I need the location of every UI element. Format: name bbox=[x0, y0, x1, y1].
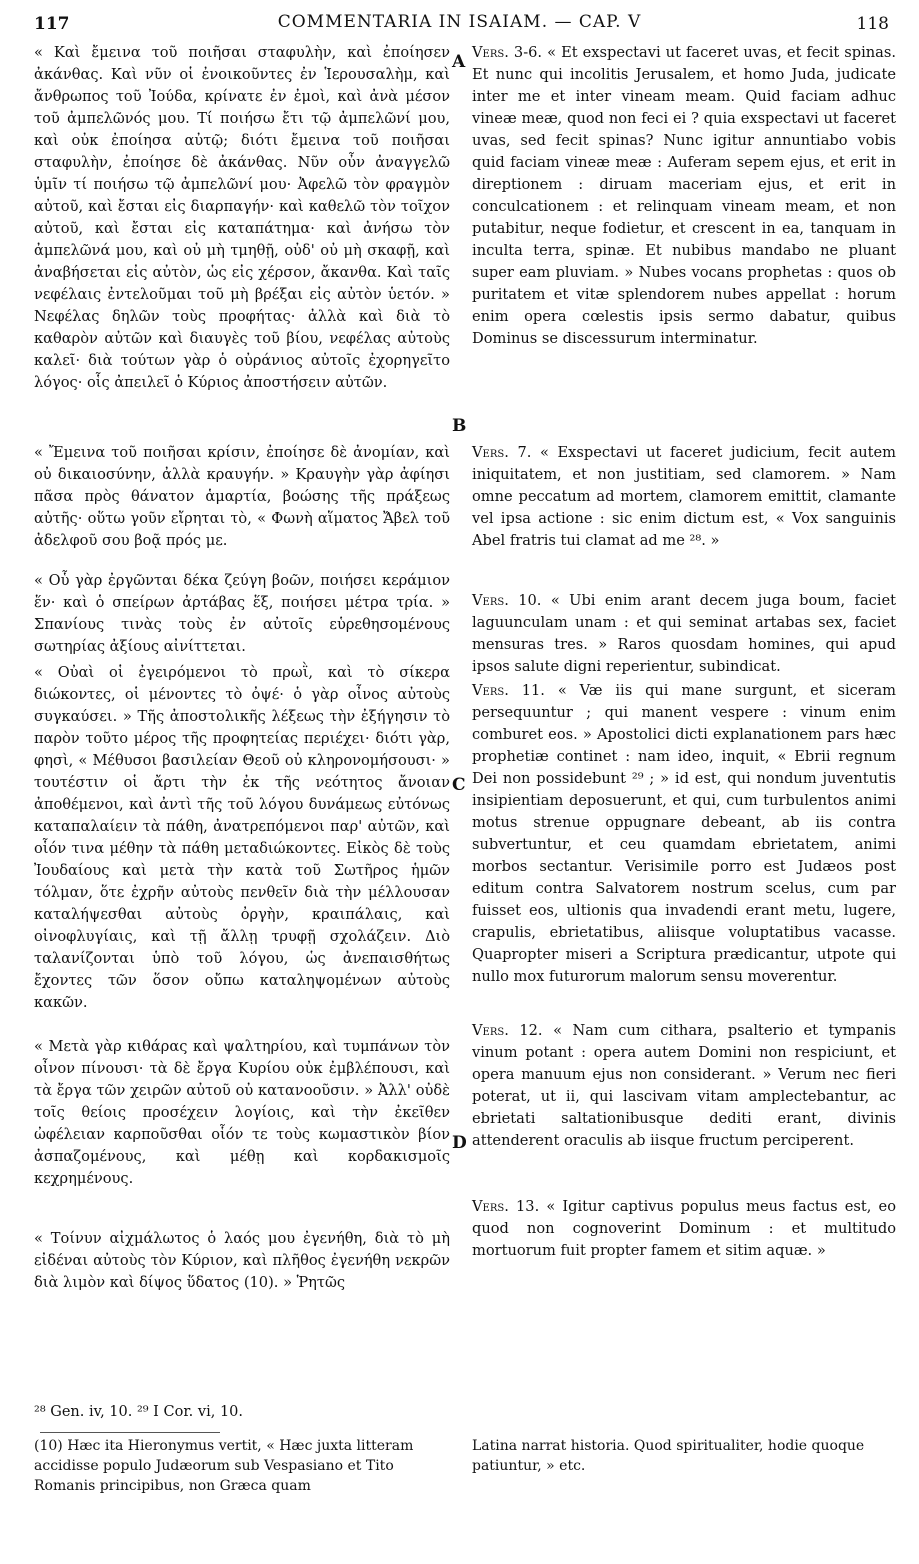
latin-text: « Exspectavi ut faceret judicium, fecit autem iniquitatem, et non justitiam, sed clamorem. » Nam omne peccatum ad mortem, clamorem emittit, clamante vel ipsa actione : sic enim dictum est, « Vox sanguinis Abel fratris tui clamat ad me ²⁸. » bbox=[472, 444, 897, 549]
verse-label: Vers. 10. bbox=[472, 592, 542, 609]
greek-column bbox=[34, 42, 450, 1294]
latin-text: « Ubi enim arant decem juga boum, faciet laguunculam unam : et qui seminat artabas sex, faciet mensuras tres. » Raros quosdam homines, qui apud ipsos salute digni reperientur, subindicat. bbox=[472, 592, 896, 675]
latin-text: « Et exspectavi ut faceret uvas, et fecit spinas. Et nunc qui incolitis Jerusalem, et homo Juda, judicate inter me et inter vineam meam. Quid faciam adhuc vineæ meæ, quod non feci ei ? quia exspectavi ut faceret uvas, sed fecit spinas? Nunc igitur annuntiabo vobis quid faciam vineæ meæ : Auferam sepem ejus, et erit in direptionem : diruam maceriam ejus, et erit in conculcationem : et relinquam vineam meam, et non putabitur, neque fodietur, et crescent in ea, tanquam in inculta terra, spinæ. Et nubibus mandabo ne pluant super eam pluviam. » Nubes vocans prophetas : quos ob puritatem et vitæ splendorem nubes appellat : horum enim opera cœlestis ipsis sermo dabatur, quibus Dominus se discessurum interminatur. bbox=[472, 44, 896, 347]
verse-label: Vers. 13. bbox=[472, 1198, 540, 1215]
latin-paragraph bbox=[472, 1020, 896, 1196]
verse-label: Vers. 7. bbox=[472, 444, 532, 461]
page-number-right: 118 bbox=[856, 14, 889, 34]
latin-paragraph bbox=[472, 680, 896, 1020]
greek-paragraph: « Οὐαὶ οἱ ἐγειρόμενοι τὸ πρωῒ, καὶ τὸ σίκερα διώκοντες, οἱ μένοντες τὸ ὀψέ· ὁ γὰρ οἶνος αὐτοὺς συγκαύσει. » Τῆς ἀποστολικῆς λέξεως τὴν ἐξήγησιν τὸ παρὸν τοῦτο μέρος τῆς προφητείας περιέχει· διότι γὰρ, φησὶ, « Μέθυσοι βασιλείαν Θεοῦ οὐ κληρονομήσουσι· » τουτέστιν οἱ ἄρτι τὴν ἐκ τῆς νεότητος ἄνοιαν ἀποθέμενοι, καὶ ἀντὶ τῆς τοῦ λόγου δυνάμεως εὐτόνως καταπαλαίειν τὰ πάθη, ἀνατρεπόμενοι παρ' αὐτῶν, καὶ οἷόν τινα μέθην τὰ πάθη μεταδιώκοντες. Εἰκὸς δὲ τοὺς Ἰουδαίους καὶ μετὰ τὴν κατὰ τοῦ Σωτῆρος ἡμῶν τόλμαν, ὅτε ἐχρῆν αὐτοὺς πενθεῖν διὰ τὴν μέλλουσαν καταλήψεσθαι αὐτοὺς ὀργὴν, κραιπάλαις, καὶ οἰνοφλυγίαις, καὶ τῇ ἄλλῃ τρυφῇ σχολάζειν. Διὸ ταλανίζονται ὑπὸ τοῦ λόγου, ὡς ἀνεπαισθήτως ἔχοντες τῶν ὅσον οὔπω καταληψομένων αὐτοὺς κακῶν. bbox=[34, 664, 450, 1011]
footnote-references: ²⁸ Gen. iv, 10. ²⁹ I Cor. vi, 10. bbox=[34, 1404, 244, 1420]
footnote-rule bbox=[40, 1432, 220, 1433]
running-title: COMMENTARIA IN ISAIAM. — CAP. V bbox=[277, 12, 642, 32]
latin-column bbox=[472, 42, 896, 1262]
latin-paragraph bbox=[472, 1196, 896, 1262]
greek-paragraph: « Καὶ ἔμεινα τοῦ ποιῆσαι σταφυλὴν, καὶ ἐποίησεν ἀκάνθας. Καὶ νῦν οἱ ἐνοικοῦντες ἐν Ἱερουσαλὴμ, καὶ ἄνθρωπος τοῦ Ἰούδα, κρίνατε ἐν ἐμοὶ, καὶ ἀνὰ μέσον τοῦ ἀμπελῶνός μου. Τί ποιήσω ἔτι τῷ ἀμπελῶνί μου, καὶ οὐκ ἐποίησα αὐτῷ; διότι ἔμεινα τοῦ ποιῆσαι σταφυλὴν, ἐποίησε δὲ ἀκάνθας. Νῦν οὖν ἀναγγελῶ ὑμῖν τί ποιήσω τῷ ἀμπελῶνί μου· Ἀφελῶ τὸν φραγμὸν αὐτοῦ, καὶ ἔσται εἰς διαρπαγήν· καὶ καθελῶ τὸν τοῖχον αὐτοῦ, καὶ ἔσται εἰς καταπάτημα· καὶ ἀνήσω τὸν ἀμπελῶνά μου, καὶ οὐ μὴ τμηθῇ, οὐδ' οὐ μὴ σκαφῇ, καὶ ἀναβήσεται εἰς αὐτὸν, ὡς εἰς χέρσον, ἄκανθα. Καὶ ταῖς νεφέλαις ἐντελοῦμαι τοῦ μὴ βρέξαι εἰς αὐτὸν ὑετόν. » Νεφέλας δηλῶν τοὺς προφήτας· ἀλλὰ καὶ διὰ τὸ καθαρὸν αὐτῶν καὶ διαυγὲς τοῦ βίου, νεφέλας αὐτοὺς καλεῖ· διὰ τούτων γὰρ ὁ οὐράνιος αὐτοῖς ἐχορηγεῖτο λόγος· οἷς ἀπειλεῖ ὁ Κύριος ἀποστήσειν αὐτῶν. bbox=[34, 44, 450, 391]
running-header bbox=[0, 0, 919, 40]
latin-paragraph bbox=[472, 442, 896, 590]
latin-paragraph bbox=[472, 42, 896, 412]
latin-text: « Igitur captivus populus meus factus est, eo quod non cognoverint Dominum : et multitudo mortuorum fuit propter famem et sitim aquæ. » bbox=[472, 1198, 896, 1259]
margin-marker-d: D bbox=[452, 1133, 467, 1153]
verse-label: Vers. 3-6. bbox=[472, 44, 543, 61]
verse-label: Vers. 12. bbox=[472, 1022, 543, 1039]
margin-marker-b: B bbox=[452, 416, 467, 436]
greek-paragraph: « Τοίνυν αἰχμάλωτος ὁ λαός μου ἐγενήθη, διὰ τὸ μὴ εἰδέναι αὐτοὺς τὸν Κύριον, καὶ πλῆθος ἐγενήθη νεκρῶν διὰ λιμὸν καὶ δίψος ὕδατος (10). » Ῥητῶς bbox=[34, 1230, 450, 1291]
page-number-left: 117 bbox=[34, 14, 70, 34]
verse-label: Vers. 11. bbox=[472, 682, 545, 699]
footnote-right: Latina narrat historia. Quod spiritualiter, hodie quoque patiuntur, » etc. bbox=[472, 1438, 865, 1474]
greek-paragraph: « Ἔμεινα τοῦ ποιῆσαι κρίσιν, ἐποίησε δὲ ἀνομίαν, καὶ οὐ δικαιοσύνην, ἀλλὰ κραυγήν. » Κραυγὴν γὰρ ἀφίησι πᾶσα πρὸς θάνατον ἁμαρτία, βοώσης τῆς πράξεως αὐτῆς· οὕτω γοῦν εἴρηται τὸ, « Φωνὴ αἵματος Ἄβελ τοῦ ἀδελφοῦ σου βοᾷ πρός με. bbox=[34, 444, 450, 549]
greek-paragraph: « Οὗ γὰρ ἐργῶνται δέκα ζεύγη βοῶν, ποιήσει κεράμιον ἕν· καὶ ὁ σπείρων ἀρτάβας ἕξ, ποιήσει μέτρα τρία. » Σπανίους τινὰς τοὺς ἐν αὐτοῖς εὑρεθησομένους σωτηρίας ἀξίους αἰνίττεται. bbox=[34, 572, 450, 655]
latin-text: « Væ iis qui mane surgunt, et siceram persequuntur ; qui manent vespere : vinum enim comburet eos. » Apostolici dicti explanationem pars hæc prophetiæ continet : nam ideo, inquit, « Ebrii regnum Dei non possidebunt ²⁹ ; » id est, qui nondum juventutis insipientiam deposuerunt, et qui, cum turbulentos animi motus strenue oppugnare debeant, ab iis contra subvertuntur, et ceu quamdam ebrietatem, animi morbos sectantur. Verisimile porro est Judæos post editum contra Salvatorem nostrum scelus, cum par fuisset eos, ultionis qua invadendi erant metu, lugere, crapulis, ebrietatibus, aliisque voluptatibus vacasse. Quapropter miseri a Scriptura prædicantur, utpote qui nullo mox futurorum malorum sensu moverentur. bbox=[472, 682, 896, 985]
footnote-left: (10) Hæc ita Hieronymus vertit, « Hæc juxta litteram accidisse populo Judæorum sub Vespasiano et Tito Romanis principibus, non Græca quam bbox=[34, 1438, 414, 1494]
margin-marker-a: A bbox=[452, 52, 466, 72]
margin-marker-c: C bbox=[452, 775, 466, 795]
latin-paragraph bbox=[472, 590, 896, 680]
greek-paragraph: « Μετὰ γὰρ κιθάρας καὶ ψαλτηρίου, καὶ τυμπάνων τὸν οἶνον πίνουσι· τὰ δὲ ἔργα Κυρίου οὐκ ἐμβλέπουσι, καὶ τὰ ἔργα τῶν χειρῶν αὐτοῦ οὐ κατανοοῦσιν. » Ἀλλ' οὐδὲ τοῖς θείοις προσέχειν λογίοις, καὶ τὴν ἐκεῖθεν ὠφέλειαν καρποῦσθαι οἷόν τε τοὺς κωμαστικὸν βίον ἀσπαζομένους, καὶ μέθῃ καὶ κορδακισμοῖς κεχρημένους. bbox=[34, 1038, 450, 1187]
latin-text: « Nam cum cithara, psalterio et tympanis vinum potant : opera autem Domini non respiciunt, et opera manuum ejus non considerant. » Verum nec fieri poterat, ut ii, qui lascivam vitam amplectebantur, ac ebrietati saltationibusque dediti erant, divinis attenderent oraculis ab iisque fructum perciperent. bbox=[472, 1022, 897, 1149]
